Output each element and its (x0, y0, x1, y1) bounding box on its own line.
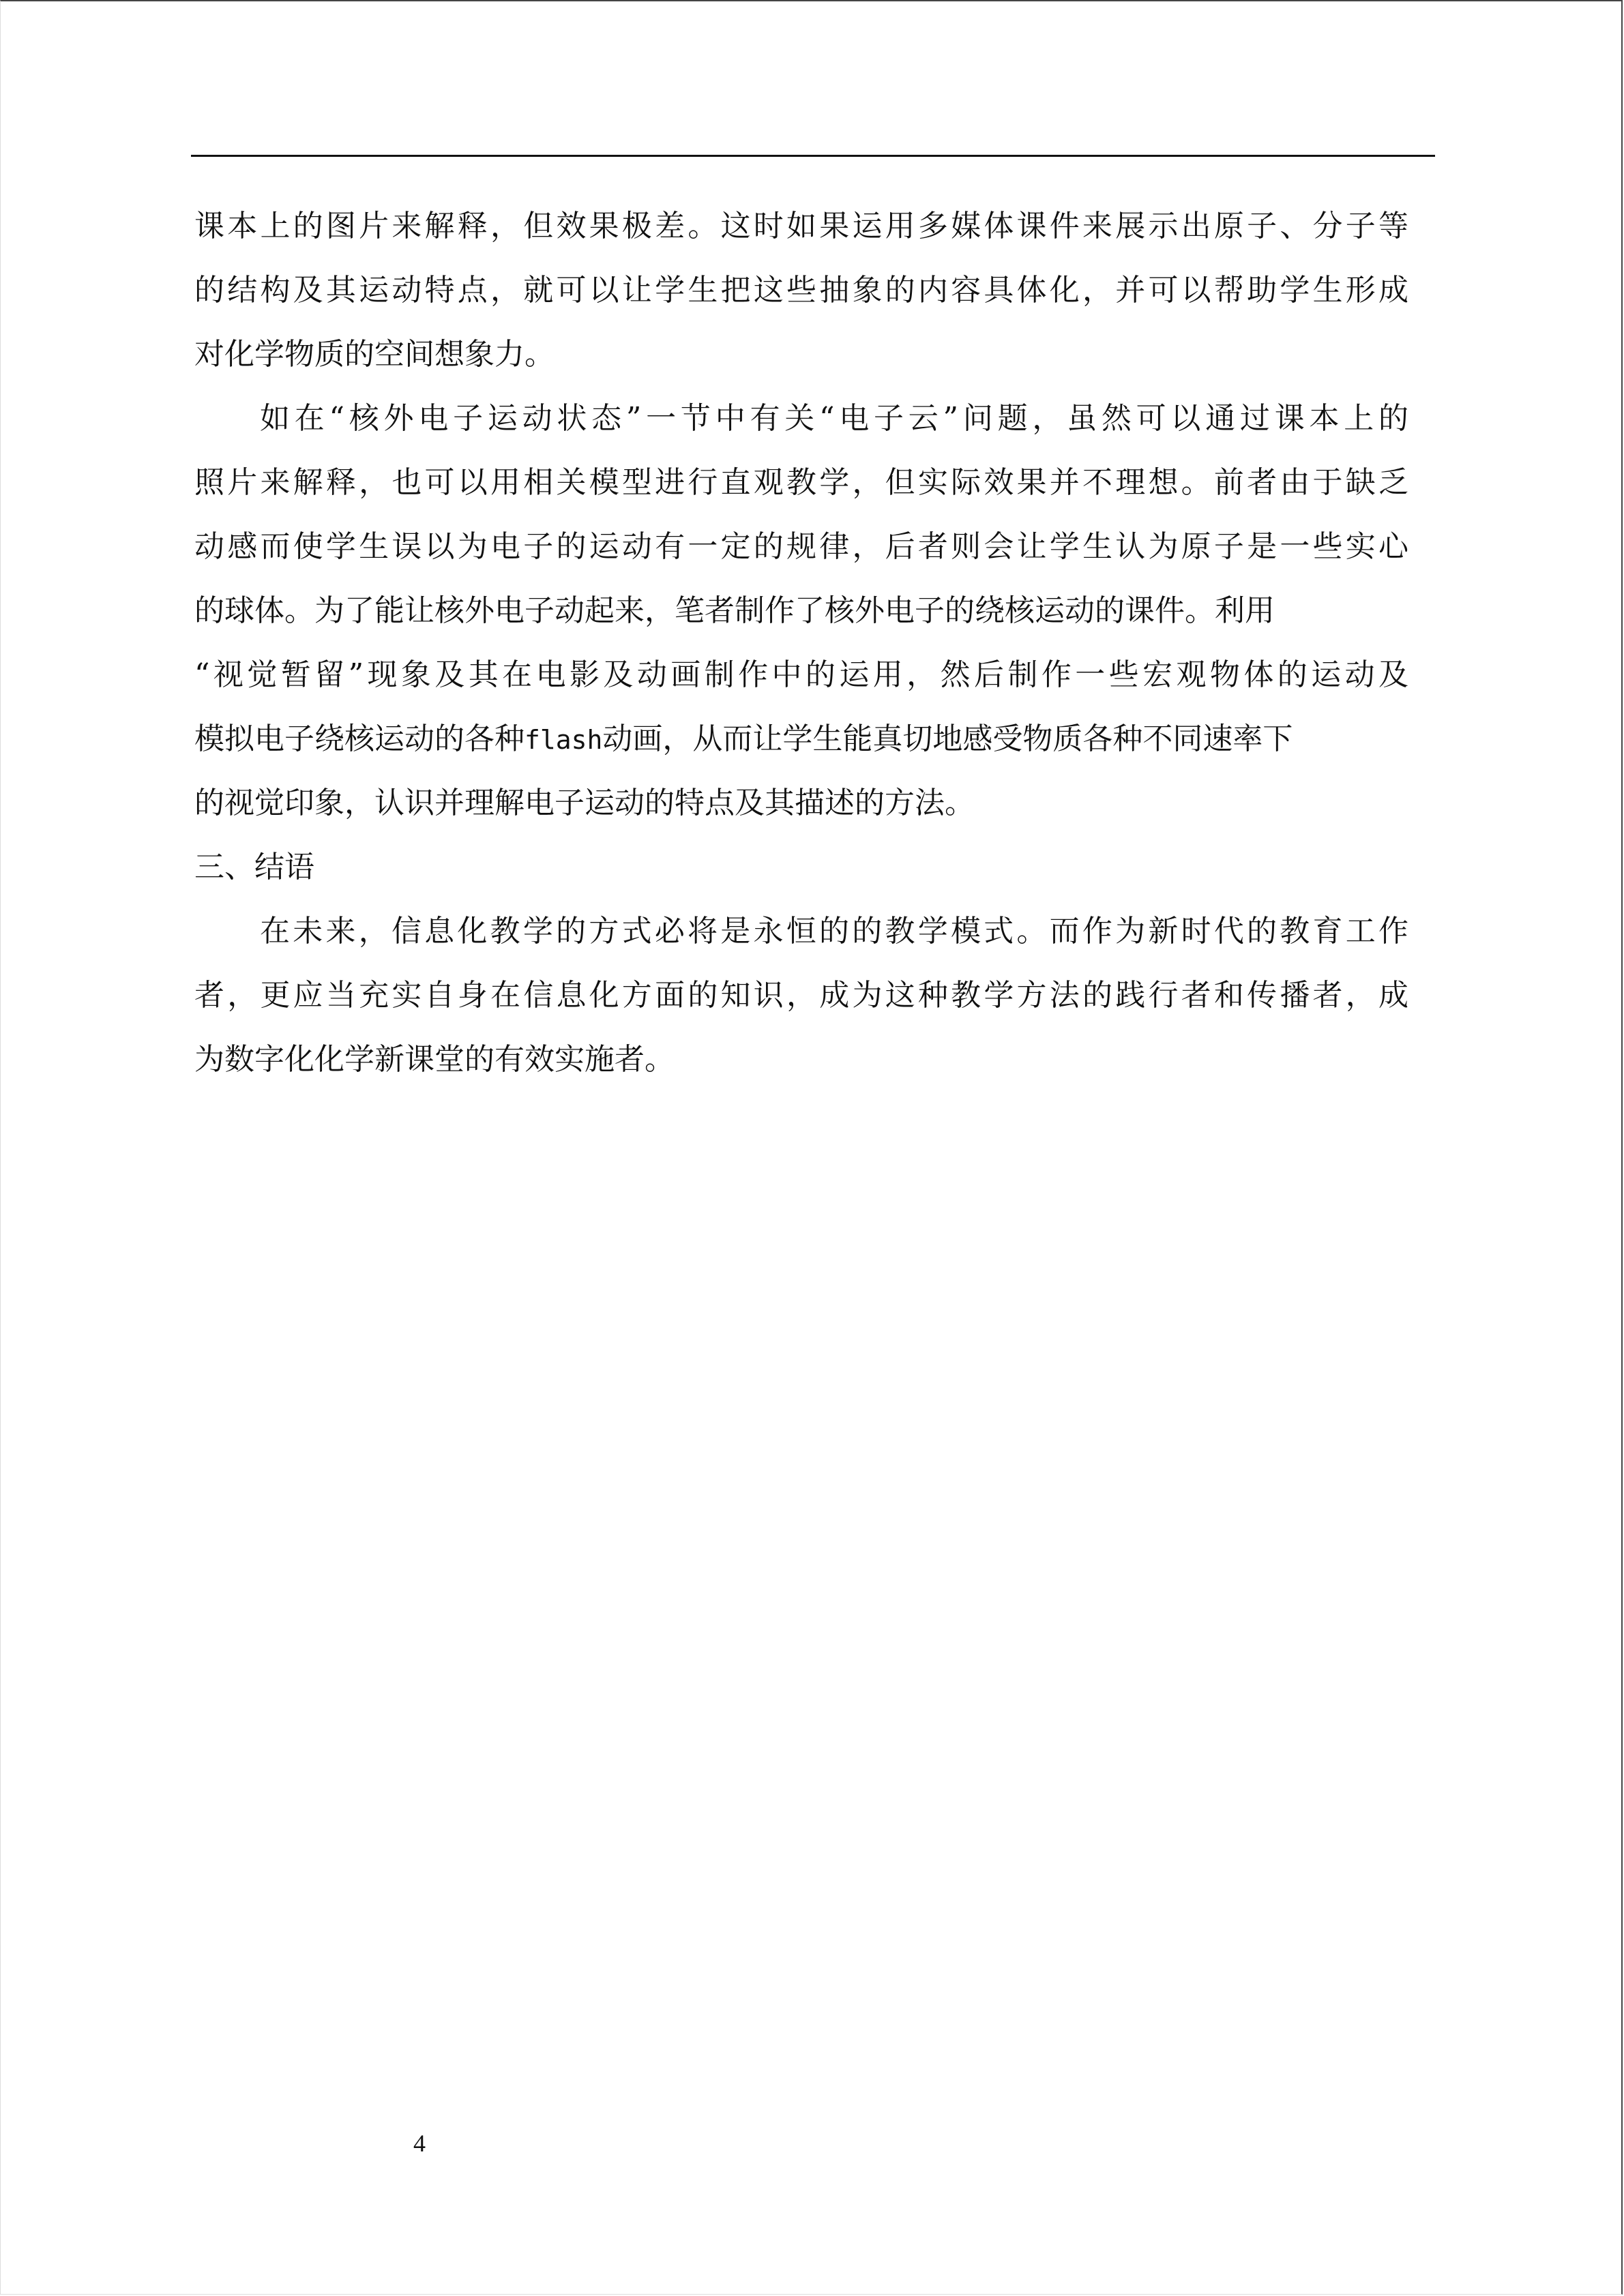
page-number: 4 (413, 2130, 426, 2157)
paragraph-2-line-1: 如在“核外电子运动状态”一节中有关“电子云”问题，虽然可以通过课本上的 (260, 401, 1408, 436)
paragraph-2-line-6-before: 模拟电子绕核运动的各种 (194, 721, 525, 756)
paragraph-2-line-3: 动感而使学生误以为电子的运动有一定的规律，后者则会让学生认为原子是一些实心 (194, 529, 1408, 564)
paragraph-2-line-4: 的球体。为了能让核外电子动起来，笔者制作了核外电子的绕核运动的课件。利用 (194, 593, 1275, 628)
paragraph-2-line-6 (194, 707, 1408, 771)
paragraph-2-line-7: 的视觉印象，认识并理解电子运动的特点及其描述的方法。 (194, 786, 975, 820)
paragraph-2-line-5: “视觉暂留”现象及其在电影及动画制作中的运用，然后制作一些宏观物体的运动及 (194, 657, 1408, 692)
paragraph-1-line-3: 对化学物质的空间想象力。 (194, 337, 555, 372)
paragraph-2-line-6-after: 动画，从而让学生能真切地感受物质各种不同速率下 (602, 721, 1293, 756)
flash-term: flash (525, 725, 603, 755)
paragraph-1-line-1: 课本上的图片来解释，但效果极差。这时如果运用多媒体课件来展示出原子、分子等 (194, 209, 1408, 243)
paragraph-1-line-2: 的结构及其运动特点，就可以让学生把这些抽象的内容具体化，并可以帮助学生形成 (194, 273, 1408, 308)
header-rule (191, 155, 1435, 157)
document-body (194, 194, 1408, 1092)
section-heading: 三、结语 (194, 850, 314, 884)
paragraph-2-line-2: 照片来解释，也可以用相关模型进行直观教学，但实际效果并不理想。前者由于缺乏 (194, 465, 1408, 500)
paragraph-3-line-1: 在未来，信息化教学的方式必将是永恒的的教学模式。而作为新时代的教育工作 (260, 914, 1408, 949)
paragraph-3-line-2: 者，更应当充实自身在信息化方面的知识，成为这种教学方法的践行者和传播者，成 (194, 978, 1408, 1013)
paragraph-3-line-3: 为数字化化学新课堂的有效实施者。 (194, 1042, 675, 1077)
